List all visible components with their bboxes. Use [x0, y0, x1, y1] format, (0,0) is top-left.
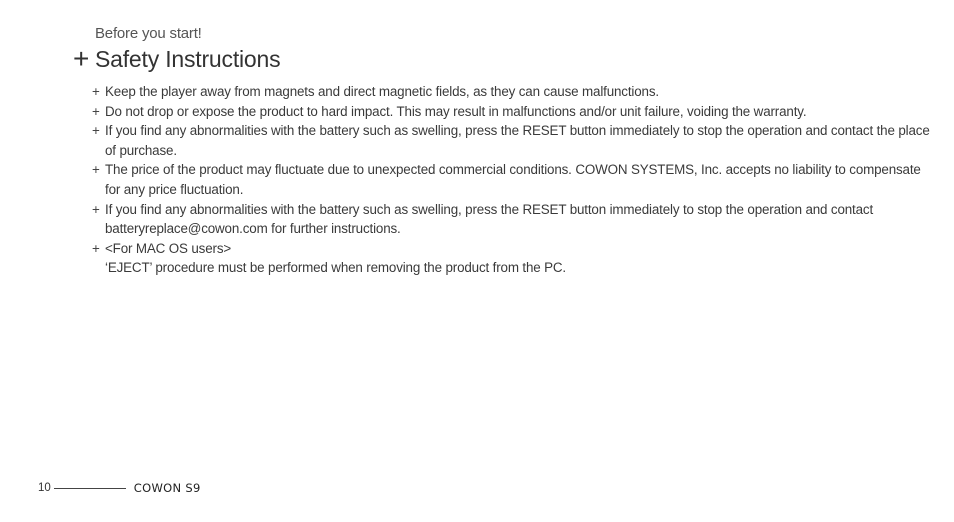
bullet-plus-icon: +: [92, 84, 100, 99]
bullet-plus-icon: +: [92, 240, 100, 256]
list-item: [92, 200, 932, 239]
title-plus-marker: +: [73, 43, 90, 74]
list-item: [92, 121, 932, 160]
list-item: [92, 102, 932, 122]
instruction-text: Do not drop or expose the product to hard impact. This may result in malfunctions and/or unit failure, voiding the warranty.: [105, 103, 807, 119]
footer-brand: COWON S9: [133, 481, 201, 495]
instruction-text: If you find any abnormalities with the battery such as swelling, press the RESET button immediately to stop the operation and contact batteryreplace@cowon.com for further instructions.: [105, 201, 874, 237]
bullet-plus-icon: +: [92, 162, 100, 178]
footer-divider: [54, 488, 126, 489]
safety-instructions-list: [92, 82, 932, 278]
page-title-row: [73, 43, 280, 75]
instruction-text: Keep the player away from magnets and direct magnetic fields, as they can cause malfunctions.: [105, 84, 659, 99]
page-footer: [38, 481, 201, 495]
bullet-plus-icon: +: [92, 103, 100, 119]
list-item: [92, 239, 932, 278]
bullet-plus-icon: +: [92, 201, 100, 217]
page-number: 10: [38, 482, 51, 494]
list-item: [92, 160, 932, 199]
bullet-plus-icon: +: [92, 123, 100, 139]
instruction-text: <For MAC OS users> ‘EJECT’ procedure must be performed when removing the product from the PC.: [105, 240, 567, 276]
list-item: [92, 82, 932, 102]
instruction-text: The price of the product may fluctuate due to unexpected commercial conditions. COWON SYSTEMS, Inc. accepts no liability to compensate for any price fluctuation.: [105, 162, 921, 197]
section-subtitle: Before you start!: [95, 25, 202, 42]
page-title: Safety Instructions: [95, 46, 281, 72]
instruction-text: If you find any abnormalities with the battery such as swelling, press the RESET button immediately to stop the operation and contact the place of purchase.: [105, 123, 930, 158]
